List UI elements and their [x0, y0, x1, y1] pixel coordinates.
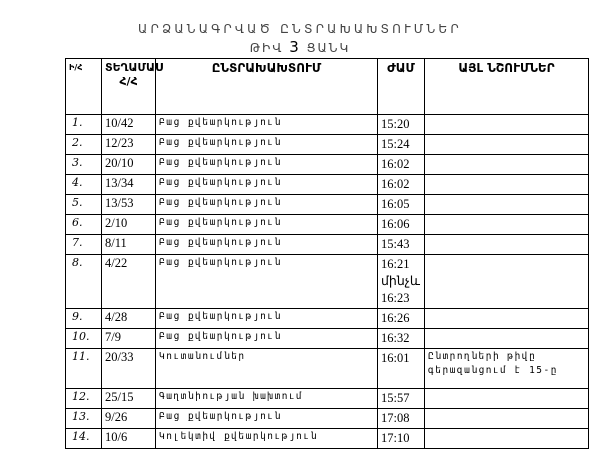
row-index: 3. [66, 155, 102, 175]
table-header-row [66, 59, 589, 115]
header-location: ՏԵՂԱՄԱՍ Հ/Հ [102, 59, 156, 115]
row-location: 10/6 [102, 429, 156, 449]
row-index: 10. [66, 329, 102, 349]
page-subtitle [0, 38, 600, 56]
row-location: 13/53 [102, 195, 156, 215]
row-index: 12. [66, 389, 102, 409]
row-location: 2/10 [102, 215, 156, 235]
row-time: 16:32 [378, 329, 425, 349]
row-time: 16:05 [378, 195, 425, 215]
subtitle-prefix: ԹԻՎ [249, 41, 284, 55]
page-title: ԱՐՁԱՆԱԳՐՎԱԾ ԸՆՏՐԱԽԱԽՏՈՒՄՆԵՐ [138, 22, 462, 36]
row-notes [425, 255, 589, 309]
row-notes [425, 195, 589, 215]
row-notes [425, 135, 589, 155]
row-notes [425, 175, 589, 195]
row-index: 13. [66, 409, 102, 429]
row-violation: Բաց քվեարկություն [156, 329, 378, 349]
row-index: 1. [66, 115, 102, 135]
row-time: 16:01 [378, 349, 425, 389]
row-time: 15:57 [378, 389, 425, 409]
table-row [66, 329, 589, 349]
row-violation: Բաց քվեարկություն [156, 195, 378, 215]
violations-table [65, 58, 589, 449]
row-violation: Բաց քվեարկություն [156, 115, 378, 135]
row-location: 12/23 [102, 135, 156, 155]
row-time: 16:02 [378, 155, 425, 175]
row-time: 16:02 [378, 175, 425, 195]
header-violation: ԸՆՏՐԱԽԱԽՏՈՒՄ [156, 59, 378, 115]
row-violation: Բաց քվեարկություն [156, 135, 378, 155]
row-notes [425, 115, 589, 135]
row-time: 17:08 [378, 409, 425, 429]
row-index: 5. [66, 195, 102, 215]
subtitle-suffix: ՑԱՆԿ [306, 41, 351, 55]
row-violation: Բաց քվեարկություն [156, 235, 378, 255]
row-notes [425, 215, 589, 235]
subtitle-number: 3 [289, 38, 301, 56]
row-violation: Գաղտնիության խախտում [156, 389, 378, 409]
row-violation: Բաց քվեարկություն [156, 309, 378, 329]
row-index: 9. [66, 309, 102, 329]
row-index: 14. [66, 429, 102, 449]
row-index: 6. [66, 215, 102, 235]
header-notes: ԱՅԼ ՆՇՈՒՄՆԵՐ [425, 59, 589, 115]
table-row [66, 309, 589, 329]
table-row [66, 215, 589, 235]
table-row [66, 115, 589, 135]
row-location: 7/9 [102, 329, 156, 349]
row-location: 20/33 [102, 349, 156, 389]
header-time: ԺԱՄ [378, 59, 425, 115]
row-time: 16:26 [378, 309, 425, 329]
row-notes [425, 235, 589, 255]
row-location: 25/15 [102, 389, 156, 409]
table-row [66, 155, 589, 175]
row-index: 11. [66, 349, 102, 389]
row-index: 2. [66, 135, 102, 155]
row-time: 16:06 [378, 215, 425, 235]
row-notes [425, 329, 589, 349]
row-time: 15:43 [378, 235, 425, 255]
row-notes [425, 429, 589, 449]
row-violation: Կուտանումներ [156, 349, 378, 389]
row-time: 16:21 մինչև 16:23 [378, 255, 425, 309]
table-row [66, 389, 589, 409]
row-location: 9/26 [102, 409, 156, 429]
row-notes [425, 389, 589, 409]
row-violation: Բաց քվեարկություն [156, 175, 378, 195]
row-location: 20/10 [102, 155, 156, 175]
row-violation: Բաց քվեարկություն [156, 409, 378, 429]
table-row [66, 255, 589, 309]
table-row [66, 135, 589, 155]
row-notes: Ընտրողների թիվը գերազանցում է 15-ը [425, 349, 589, 389]
row-time: 15:20 [378, 115, 425, 135]
table-row [66, 195, 589, 215]
row-location: 4/28 [102, 309, 156, 329]
row-violation: Բաց քվեարկություն [156, 255, 378, 309]
row-index: 8. [66, 255, 102, 309]
row-index: 7. [66, 235, 102, 255]
row-location: 10/42 [102, 115, 156, 135]
row-index: 4. [66, 175, 102, 195]
table-row [66, 429, 589, 449]
row-location: 13/34 [102, 175, 156, 195]
table-row [66, 235, 589, 255]
row-violation: Բաց քվեարկություն [156, 215, 378, 235]
header-index: Ի/Հ [66, 59, 102, 115]
table-row [66, 349, 589, 389]
row-violation: Բաց քվեարկություն [156, 155, 378, 175]
row-notes [425, 155, 589, 175]
row-violation: Կոլեկտիվ քվեարկություն [156, 429, 378, 449]
row-notes [425, 309, 589, 329]
row-time: 17:10 [378, 429, 425, 449]
row-location: 4/22 [102, 255, 156, 309]
row-location: 8/11 [102, 235, 156, 255]
row-time: 15:24 [378, 135, 425, 155]
table-row [66, 175, 589, 195]
